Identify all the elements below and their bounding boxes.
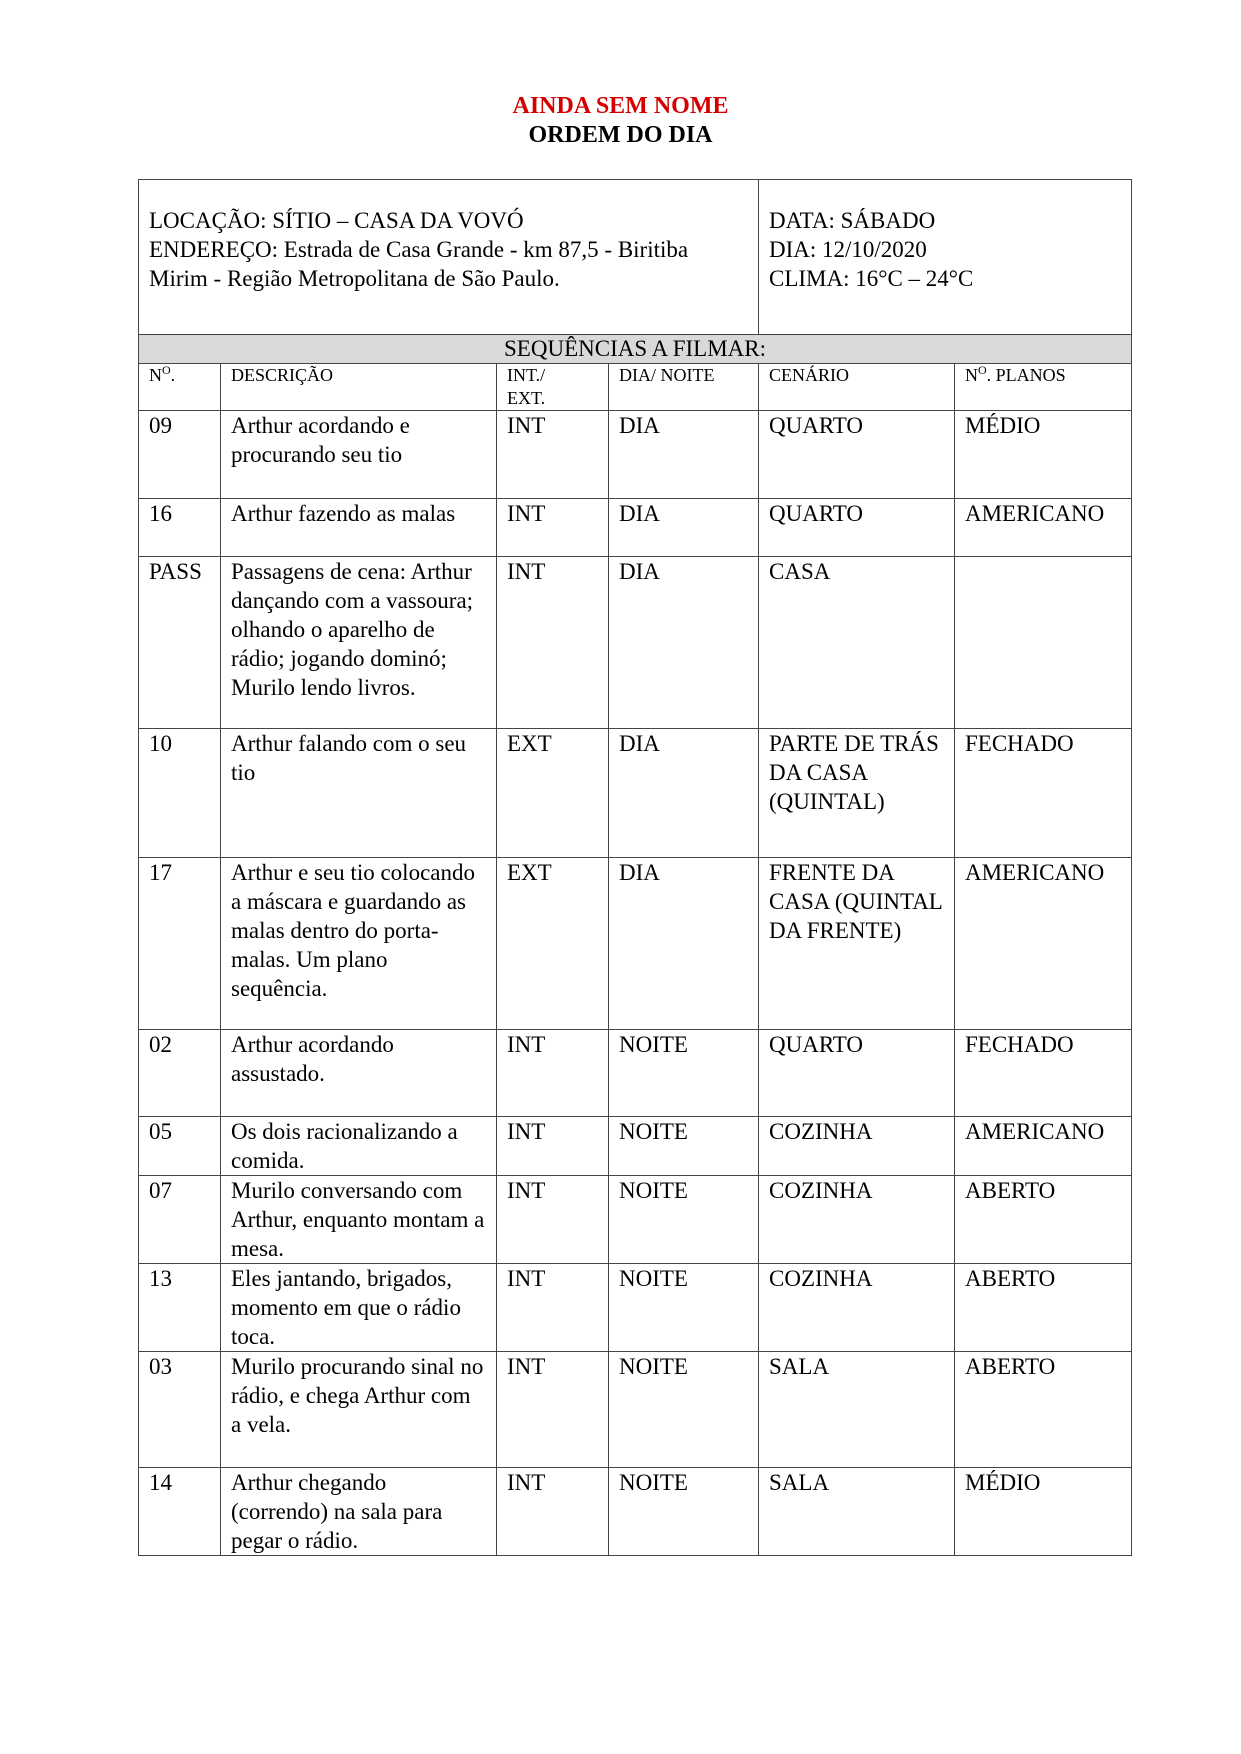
seq-int-ext: EXT xyxy=(497,729,609,858)
seq-dia-noite: DIA xyxy=(609,499,759,557)
col-header-numero xyxy=(139,364,221,411)
sequence-row xyxy=(139,1176,1132,1264)
endereco-text: ENDEREÇO: Estrada de Casa Grande - km 87,5 - Biritiba Mirim - Região Metropolitana de São Paulo. xyxy=(149,237,689,291)
seq-number: 13 xyxy=(139,1264,221,1352)
seq-number: 09 xyxy=(139,411,221,499)
col-header-descricao: DESCRIÇÃO xyxy=(221,364,497,411)
seq-description: Os dois racionalizando a comida. xyxy=(221,1117,497,1176)
seq-dia-noite: DIA xyxy=(609,729,759,858)
seq-cenario: FRENTE DA CASA (QUINTAL DA FRENTE) xyxy=(759,858,955,1030)
seq-planos: AMERICANO xyxy=(955,858,1132,1030)
seq-dia-noite: NOITE xyxy=(609,1352,759,1468)
seq-planos: MÉDIO xyxy=(955,411,1132,499)
seq-number: 05 xyxy=(139,1117,221,1176)
seq-description: Arthur fazendo as malas xyxy=(221,499,497,557)
seq-planos: AMERICANO xyxy=(955,1117,1132,1176)
seq-cenario: SALA xyxy=(759,1468,955,1556)
seq-int-ext: INT xyxy=(497,557,609,729)
seq-planos xyxy=(955,557,1132,729)
seq-description: Arthur chegando (correndo) na sala para pegar o rádio. xyxy=(221,1468,497,1556)
col-header-int-ext: INT./ EXT. xyxy=(497,364,609,411)
seq-planos: AMERICANO xyxy=(955,499,1132,557)
seq-planos: ABERTO xyxy=(955,1176,1132,1264)
sequence-row xyxy=(139,1117,1132,1176)
sequence-row xyxy=(139,729,1132,858)
data-text: DATA: SÁBADO xyxy=(769,208,936,233)
seq-int-ext: INT xyxy=(497,411,609,499)
seq-cenario: COZINHA xyxy=(759,1264,955,1352)
col-header-numero-sup: O xyxy=(162,363,171,377)
seq-int-ext: INT xyxy=(497,1030,609,1117)
seq-dia-noite: DIA xyxy=(609,858,759,1030)
col-header-cenario: CENÁRIO xyxy=(759,364,955,411)
dia-text: DIA: 12/10/2020 xyxy=(769,237,927,262)
seq-planos: FECHADO xyxy=(955,1030,1132,1117)
seq-number: 03 xyxy=(139,1352,221,1468)
seq-cenario: PARTE DE TRÁS DA CASA (QUINTAL) xyxy=(759,729,955,858)
seq-number: 17 xyxy=(139,858,221,1030)
document-subtitle: ORDEM DO DIA xyxy=(528,122,713,148)
col-header-planos-sup: O xyxy=(978,363,987,377)
seq-number: 02 xyxy=(139,1030,221,1117)
seq-planos: ABERTO xyxy=(955,1264,1132,1352)
seq-cenario: QUARTO xyxy=(759,411,955,499)
section-header-row xyxy=(139,335,1132,364)
sequence-row xyxy=(139,1468,1132,1556)
seq-dia-noite: NOITE xyxy=(609,1264,759,1352)
col-header-dia-noite: DIA/ NOITE xyxy=(609,364,759,411)
col-header-planos-suffix: . PLANOS xyxy=(986,365,1066,385)
seq-cenario: COZINHA xyxy=(759,1176,955,1264)
seq-int-ext: INT xyxy=(497,499,609,557)
seq-planos: FECHADO xyxy=(955,729,1132,858)
sequence-row xyxy=(139,1264,1132,1352)
seq-int-ext: EXT xyxy=(497,858,609,1030)
seq-cenario: CASA xyxy=(759,557,955,729)
seq-description: Arthur acordando assustado. xyxy=(221,1030,497,1117)
seq-int-ext: INT xyxy=(497,1264,609,1352)
seq-number: 16 xyxy=(139,499,221,557)
clima-text: CLIMA: 16°C – 24°C xyxy=(769,266,974,291)
seq-planos: MÉDIO xyxy=(955,1468,1132,1556)
sequence-row xyxy=(139,1030,1132,1117)
seq-number: 07 xyxy=(139,1176,221,1264)
section-title: SEQUÊNCIAS A FILMAR: xyxy=(139,335,1132,364)
seq-dia-noite: NOITE xyxy=(609,1117,759,1176)
seq-cenario: QUARTO xyxy=(759,499,955,557)
seq-description: Murilo procurando sinal no rádio, e chega Arthur com a vela. xyxy=(221,1352,497,1468)
seq-int-ext: INT xyxy=(497,1176,609,1264)
seq-dia-noite: DIA xyxy=(609,557,759,729)
seq-dia-noite: NOITE xyxy=(609,1468,759,1556)
location-info xyxy=(139,180,759,335)
info-row xyxy=(139,180,1132,335)
sequence-row xyxy=(139,557,1132,729)
sequence-row xyxy=(139,1352,1132,1468)
call-sheet-table xyxy=(138,179,1132,1556)
sequence-row xyxy=(139,499,1132,557)
seq-cenario: QUARTO xyxy=(759,1030,955,1117)
locacao-text: LOCAÇÃO: SÍTIO – CASA DA VOVÓ xyxy=(149,208,524,233)
col-header-planos-prefix: N xyxy=(965,365,978,385)
seq-number: PASS xyxy=(139,557,221,729)
seq-number: 10 xyxy=(139,729,221,858)
sequence-row xyxy=(139,858,1132,1030)
col-header-numero-prefix: N xyxy=(149,365,162,385)
seq-int-ext: INT xyxy=(497,1352,609,1468)
date-info xyxy=(759,180,1132,335)
seq-description: Passagens de cena: Arthur dançando com a vassoura; olhando o aparelho de rádio; jogando dominó; Murilo lendo livros. xyxy=(221,557,497,729)
seq-cenario: SALA xyxy=(759,1352,955,1468)
seq-description: Arthur e seu tio colocando a máscara e guardando as malas dentro do porta-malas. Um plano sequência. xyxy=(221,858,497,1030)
seq-number: 14 xyxy=(139,1468,221,1556)
seq-dia-noite: NOITE xyxy=(609,1030,759,1117)
seq-description: Eles jantando, brigados, momento em que o rádio toca. xyxy=(221,1264,497,1352)
col-header-planos xyxy=(955,364,1132,411)
seq-cenario: COZINHA xyxy=(759,1117,955,1176)
seq-int-ext: INT xyxy=(497,1117,609,1176)
seq-description: Murilo conversando com Arthur, enquanto montam a mesa. xyxy=(221,1176,497,1264)
column-header-row xyxy=(139,364,1132,411)
seq-description: Arthur falando com o seu tio xyxy=(221,729,497,858)
seq-description: Arthur acordando e procurando seu tio xyxy=(221,411,497,499)
sequence-row xyxy=(139,411,1132,499)
document-title: AINDA SEM NOME xyxy=(512,93,729,119)
seq-int-ext: INT xyxy=(497,1468,609,1556)
seq-dia-noite: DIA xyxy=(609,411,759,499)
col-header-numero-suffix: . xyxy=(170,365,176,385)
seq-dia-noite: NOITE xyxy=(609,1176,759,1264)
seq-planos: ABERTO xyxy=(955,1352,1132,1468)
